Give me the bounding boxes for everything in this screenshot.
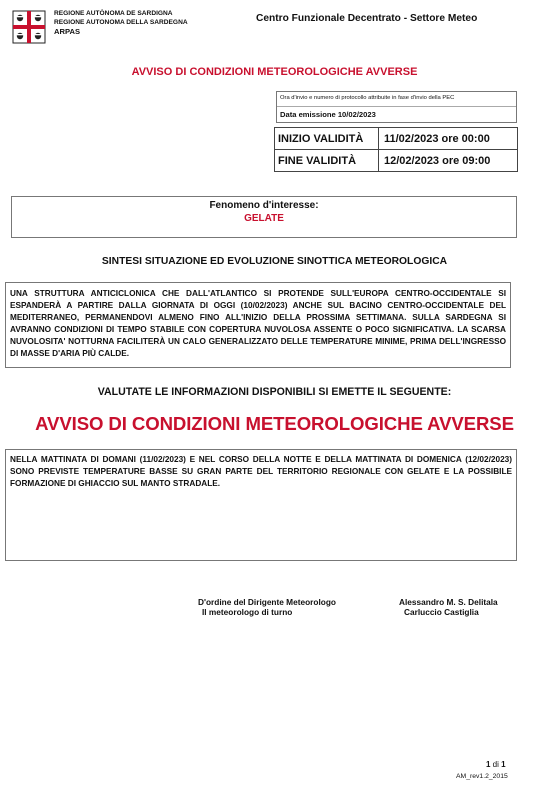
- validity-start-value: 11/02/2023 ore 00:00: [384, 132, 490, 145]
- sardinia-coat-of-arms-icon: [12, 10, 46, 44]
- signature-left-line1: D'ordine del Dirigente Meteorologo: [198, 597, 336, 607]
- page-of: di: [490, 760, 502, 769]
- validity-end-row: [275, 149, 517, 171]
- signature-right-line2: Carluccio Castiglia: [404, 607, 479, 617]
- phenomenon-value: GELATE: [244, 213, 284, 224]
- revision-code: AM_rev1.2_2015: [456, 773, 508, 780]
- page-number: [486, 760, 506, 769]
- signature-left-line2: Il meteorologo di turno: [202, 607, 293, 617]
- document-title: AVVISO DI CONDIZIONI METEOROLOGICHE AVVERSE: [131, 66, 418, 78]
- org-acronym: ARPAS: [54, 27, 81, 36]
- alert-text: NELLA MATTINATA DI DOMANI (11/02/2023) E NEL CORSO DELLA NOTTE E DELLA MATTINATA DI DOMENICA (12/02/2023) SONO PREVISTE TEMPERATURE BASSE SU GRAN PARTE DEL TERRITORIO REGIONALE CON GELATE E LA POSSIBILE FORMAZIONE DI GHIACCIO SUL MANTO STRADALE.: [5, 449, 517, 561]
- phenomenon-label: Fenomeno d'interesse:: [209, 200, 319, 211]
- phenomenon-box: [11, 196, 517, 238]
- page-total: 1: [501, 760, 506, 769]
- validity-start-row: [275, 128, 517, 149]
- emission-date: Data emissione 10/02/2023: [280, 110, 376, 119]
- page-current: 1: [486, 760, 491, 769]
- alert-title: AVVISO DI CONDIZIONI METEOROLOGICHE AVVERSE: [35, 413, 514, 434]
- organization-block: [54, 9, 188, 36]
- validity-table: [274, 127, 518, 172]
- department-title: Centro Funzionale Decentrato - Settore Meteo: [256, 13, 478, 24]
- synthesis-title: SINTESI SITUAZIONE ED EVOLUZIONE SINOTTICA METEOROLOGICA: [101, 256, 448, 267]
- synthesis-text: UNA STRUTTURA ANTICICLONICA CHE DALL'ATLANTICO SI PROTENDE SULL'EUROPA CENTRO-OCCIDENTALE SI ESPANDERÀ A PARTIRE DALLA GIORNATA DI OGGI (10/02/2023) ANCHE SUL BACINO CENTRO-OCCIDENTALE DEL MEDITERRANEO, PERMANENDOVI ALMENO FINO ALL'INIZIO DELLA PROSSIMA SETTIMANA. SULLA SARDEGNA SI AVRANNO CONDIZIONI DI TEMPO STABILE CON COPERTURA NUVOLOSA ASSENTE O POCO SIGNIFICATIVA. LA SCARSA NUVOLOSITA' NOTTURNA FACILITERÀ UN CALO GENERALIZZATO DELLE TEMPERATURE MINIME, PRIMA DELL'INGRESSO DI MASSE D'ARIA PIÙ CALDE.: [5, 282, 511, 368]
- validity-end-label: FINE VALIDITÀ: [275, 150, 379, 171]
- evaluation-line: VALUTATE LE INFORMAZIONI DISPONIBILI SI EMETTE IL SEGUENTE:: [97, 386, 452, 398]
- validity-end-value: 12/02/2023 ore 09:00: [384, 154, 491, 167]
- validity-start-label: INIZIO VALIDITÀ: [275, 128, 379, 149]
- pec-note: Ora d'invio e numero di protocollo attribuite in fase d'invio della PEC: [280, 95, 455, 101]
- org-name-sardinian: REGIONE AUTÒNOMA DE SARDIGNA: [54, 10, 173, 17]
- org-name-italian: REGIONE AUTONOMA DELLA SARDEGNA: [54, 19, 188, 26]
- pec-box: [276, 91, 517, 123]
- signature-right-line1: Alessandro M. S. Delitala: [399, 597, 498, 607]
